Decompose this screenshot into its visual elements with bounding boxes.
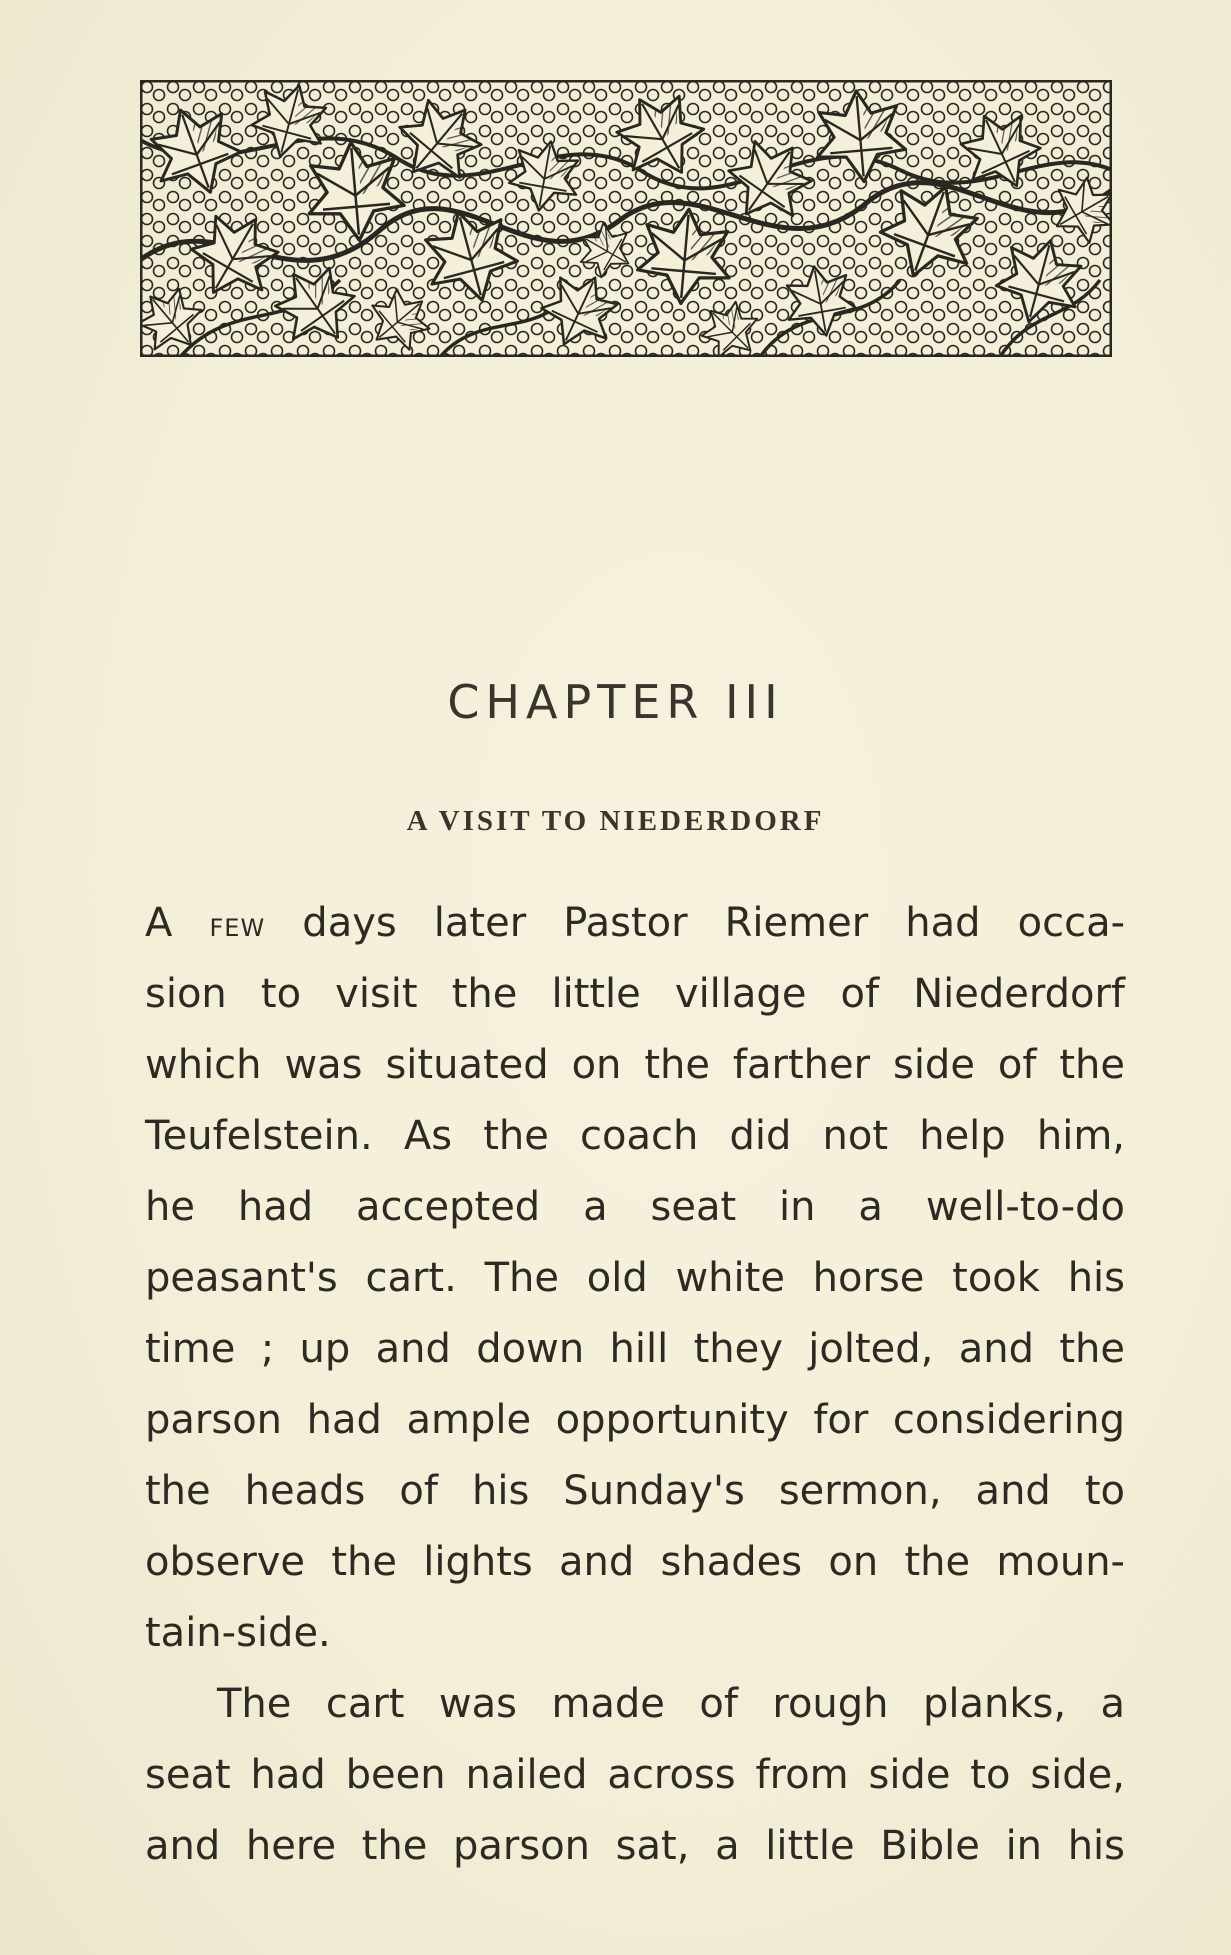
text-line: and here the parson sat, a little Bible in his — [145, 1823, 1125, 1869]
ivy-leaf-ornament-icon — [140, 80, 1112, 357]
text-line: which was situated on the farther side of the — [145, 1042, 1125, 1088]
text-line-rest: days later Pastor Riemer had occa- — [302, 900, 1126, 946]
text-line: peasant's cart. The old white horse took his — [145, 1255, 1125, 1301]
text-line: observe the lights and shades on the moun- — [145, 1539, 1125, 1585]
small-caps-word: few — [209, 905, 266, 945]
text-line: sion to visit the little village of Niederdorf — [145, 971, 1125, 1017]
text-line: the heads of his Sunday's sermon, and to — [145, 1468, 1125, 1514]
text-line: time ; up and down hill they jolted, and the — [145, 1326, 1125, 1372]
chapter-body — [145, 888, 1125, 1882]
text-line: parson had ample opportunity for considering — [145, 1397, 1125, 1443]
chapter-heading: CHAPTER III — [447, 675, 784, 729]
text-line: he had accepted a seat in a well-to-do — [145, 1184, 1125, 1230]
text-line — [145, 888, 1125, 959]
text-line: tain-side. — [145, 1610, 331, 1656]
text-line: The cart was made of rough planks, a — [217, 1681, 1125, 1727]
text-line: seat had been nailed across from side to side, — [145, 1752, 1125, 1798]
drop-cap: A — [145, 900, 173, 946]
text-line: Teufelstein. As the coach did not help him, — [145, 1113, 1125, 1159]
chapter-subtitle: A VISIT TO NIEDERDORF — [406, 805, 825, 837]
